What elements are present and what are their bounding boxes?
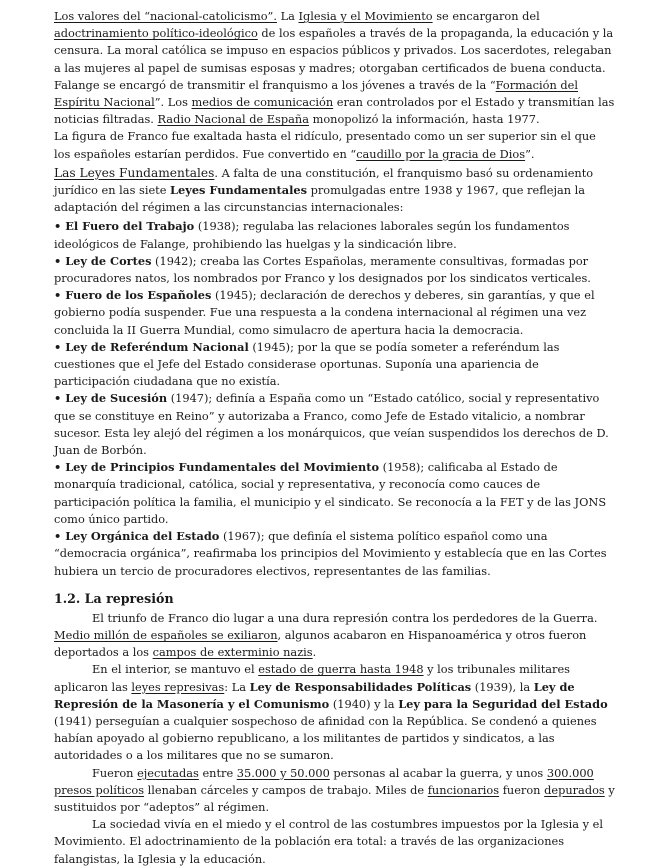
list-item-ley-cortes: • Ley de Cortes (1942); creaba las Cortes Españolas, meramente consultivas, formadas por procuradores natos, los nombrados por Franco y los designados por los sindicatos verticales.	[54, 253, 591, 286]
list-item-fuero-espanoles: • Fuero de los Españoles (1945); declaración de derechos y deberes, sin garantías, y que el gobierno podía suspender. Fue una respuesta a la condena internacional al régimen una vez concluida la II Guerra Mundial, como simulacro de apertura hacia la democracia.	[54, 288, 595, 337]
topic-heading-nacional-catolicismo: Los valores del “nacional-catolicismo”.	[54, 9, 277, 23]
paragraph-represion-exilio: El triunfo de Franco dio lugar a una dura represión contra los perdedores de la Guerra. Medio millón de españoles se exiliaron, algunos acabaron en Hispanoamérica y otros fueron deportados a los campos de exterminio nazis.	[54, 610, 598, 660]
list-item-fuero-trabajo: • El Fuero del Trabajo (1938); regulaba las relaciones laborales según los fundamentos ideológicos de Falange, prohibiendo las huelgas y la sindicación libre.	[54, 219, 570, 251]
list-item-ley-principios: • Ley de Principios Fundamentales del Movimiento (1958); calificaba al Estado de monarquía tradicional, católica, social y representativa, y reconocía como cauces de participación política la familia, el municipio y el sindicato. Se reconocía a la FET y de las JONS como único partido.	[54, 460, 607, 526]
paragraph-nacional-catolicismo: Los valores del “nacional-catolicismo”. La Iglesia y el Movimiento se encargaron del adoctrinamiento político-ideológico de los españoles a través de la propaganda, la educación y la censura. La moral católica se impuso en espacios públicos y privados. Los sacerdotes, relegaban a las mujeres al papel de sumisas esposas y madres; otorgaban certificados de buena conducta.	[54, 9, 614, 75]
list-item-ley-organica: • Ley Orgánica del Estado (1967); que definía el sistema político español como una “democracia orgánica”, reafirmaba los principios del Movimiento y establecía que en las Cortes hubiera un tercio de procuradores electivos, representantes de las familias.	[54, 529, 607, 578]
list-item-ley-referendum: • Ley de Referéndum Nacional (1945); por la que se podía someter a referéndum las cuestiones que el Jefe del Estado considerase oportunas. Suponía una apariencia de participación ciudadana que no existía.	[54, 339, 560, 389]
paragraph-leyes-intro: Las Leyes Fundamentales. A falta de una constitución, el franquismo basó su ordenamiento jurídico en las siete Leyes Fundamentales promulgadas entre 1938 y 1967, que reflejan la adaptación del régimen a las circunstancias internacionales:	[54, 165, 594, 215]
paragraph-represion-leyes: En el interior, se mantuvo el estado de guerra hasta 1948 y los tribunales militares aplicaron las leyes represivas: La Ley de Responsabilidades Políticas (1939), la Ley de Represión de la Masonería y el Comunismo (1940) y la Ley para la Seguridad del Estado (1941) perseguían a cualquier sospechoso de afinidad con la República. Se condenó a quienes habían apoyado al gobierno republicano, a los militantes de partidos y sindicatos, a las autoridades o a los militares que no se sumaron.	[54, 662, 608, 763]
section-heading-represion: 1.2. La represión	[54, 590, 174, 606]
list-item-ley-sucesion: • Ley de Sucesión (1947); definía a España como un “Estado católico, social y representativo que se constituye en Reino” y autorizaba a Franco, como Jefe de Estado vitalicio, a nombrar sucesor. Esta ley alejó del régimen a los monárquicos, que veían suspendidos los derechos de D. Juan de Borbón.	[54, 391, 609, 458]
paragraph-franco: La figura de Franco fue exaltada hasta el ridículo, presentado como un ser superior sin el que los españoles estarían perdidos. Fue convertido en “caudillo por la gracia de Dios”.	[54, 129, 596, 161]
paragraph-falange: Falange se encargó de transmitir el franquismo a los jóvenes a través de la “Formación del Espíritu Nacional”. Los medios de comunicación eran controlados por el Estado y transmitían las noticias filtradas. Radio Nacional de España monopolizó la información, hasta 1977.	[54, 77, 615, 127]
topic-heading-leyes: Las Leyes Fundamentales	[54, 165, 215, 180]
paragraph-represion-sociedad: La sociedad vivía en el miedo y el control de las costumbres impuestos por la Iglesia y el Movimiento. El adoctrinamiento de la población era total: a través de las organizaciones falangistas, la Iglesia y la educación.	[54, 817, 603, 866]
paragraph-represion-ejecuciones: Fueron ejecutadas entre 35.000 y 50.000 personas al acabar la guerra, y unos 300.000 presos políticos llenaban cárceles y campos de trabajo. Miles de funcionarios fueron depurados y sustituidos por “adeptos” al régimen.	[54, 765, 615, 814]
